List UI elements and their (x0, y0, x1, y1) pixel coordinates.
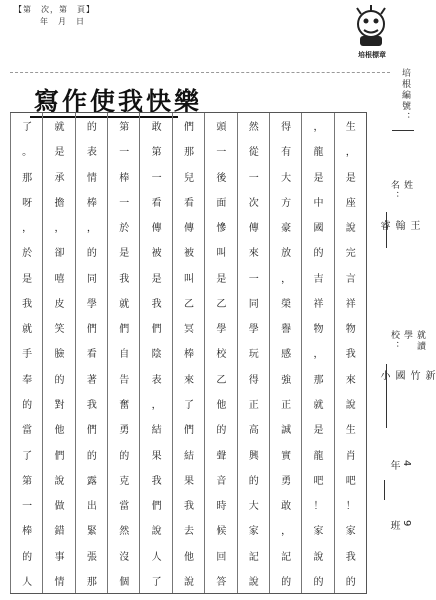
grid-cell: 說 (183, 576, 194, 588)
grid-cell: 得 (248, 374, 259, 386)
grid-cell: 奉 (22, 374, 33, 386)
grid-cell: 棒 (22, 526, 33, 538)
grid-cell: 棒 (183, 349, 194, 361)
grid-cell: 的 (86, 122, 97, 134)
grid-cell: 們 (54, 450, 65, 462)
grid-cell: 音 (216, 475, 227, 487)
grid-cell: 錯 (54, 526, 65, 538)
grid-cell: ！ (313, 501, 324, 513)
grid-cell: 家 (313, 526, 324, 538)
grid-cell: 看 (183, 197, 194, 209)
grid-cell: 。 (22, 147, 33, 159)
side-top-underline (392, 96, 414, 131)
grid-cell: ， (281, 273, 292, 285)
page-header-line1: 【第 次，第 頁】 (14, 5, 95, 14)
grid-cell: 實 (281, 450, 292, 462)
grid-cell: ， (313, 122, 324, 134)
grid-cell: 的 (313, 576, 324, 588)
grid-cell: 有 (281, 147, 292, 159)
grid-cell: 我 (345, 551, 356, 563)
grid-cell: 的 (22, 400, 33, 412)
grid-cell: 一 (22, 501, 33, 513)
grid-cell: 敢 (151, 122, 162, 134)
grid-cell: 說 (313, 551, 324, 563)
grid-cell: 記 (248, 551, 259, 563)
grade-line (384, 480, 385, 500)
grid-cell: 譽 (281, 324, 292, 336)
grid-cell: 我 (119, 273, 130, 285)
grid-cell: 傳 (183, 223, 194, 235)
page-header-line2: 年 月 日 (40, 17, 85, 26)
grid-cell: 然 (119, 526, 130, 538)
grid-cell: 了 (151, 576, 162, 588)
grid-cell: 第 (151, 147, 162, 159)
grid-cell: 我 (22, 298, 33, 310)
grid-cell: 們 (119, 324, 130, 336)
class-value: 9班 (388, 520, 412, 532)
grid-cell: 乙 (183, 298, 194, 310)
grid-cell: 座 (345, 197, 356, 209)
grid-cell: 正 (281, 400, 292, 412)
grid-cell: 一 (119, 147, 130, 159)
grid-cell: 說 (345, 223, 356, 235)
grid-cell: 克 (119, 475, 130, 487)
grid-cell: 叫 (183, 273, 194, 285)
grid-cell: 當 (119, 501, 130, 513)
grid-cell: 記 (281, 551, 292, 563)
school-label: 就讀學校： (389, 330, 425, 352)
grid-cell: 是 (345, 172, 356, 184)
grid-cell: 他 (54, 425, 65, 437)
grid-cell: 次 (248, 197, 259, 209)
name-value: 王翰睿 (378, 220, 419, 232)
grid-cell: 們 (86, 324, 97, 336)
grid-cell: 個 (119, 576, 130, 588)
grid-cell: 肖 (345, 450, 356, 462)
grid-cell: 誠 (281, 425, 292, 437)
grid-cell: 他 (183, 551, 194, 563)
grid-cell: ， (313, 349, 324, 361)
grid-cell: 呀 (22, 197, 33, 209)
grid-cell: 頭 (216, 122, 227, 134)
page-header (14, 4, 134, 28)
grid-cell: 勇 (119, 425, 130, 437)
grid-cell: 時 (216, 501, 227, 513)
grid-cell: 生 (345, 122, 356, 134)
grid-cell: 吧 (345, 475, 356, 487)
grid-cell: 那 (183, 147, 194, 159)
mascot-logo-svg (348, 4, 394, 50)
grid-cell: 勇 (281, 475, 292, 487)
grid-cell: 面 (216, 197, 227, 209)
grid-column (75, 113, 108, 593)
side-top-label-box (398, 68, 412, 126)
grid-cell: 是 (22, 273, 33, 285)
grid-cell: 緊 (86, 526, 97, 538)
grid-cell: 乙 (216, 374, 227, 386)
grid-cell: 高 (248, 425, 259, 437)
grid-cell: ， (281, 526, 292, 538)
grid-cell: 學 (86, 298, 97, 310)
grid-cell: 來 (345, 374, 356, 386)
grid-cell: 一 (151, 172, 162, 184)
grid-cell: 說 (248, 576, 259, 588)
grid-cell: 的 (22, 551, 33, 563)
grid-cell: 事 (54, 551, 65, 563)
grid-cell: 了 (183, 400, 194, 412)
grid-cell: 是 (119, 248, 130, 260)
grid-cell: 物 (345, 324, 356, 336)
grade-value: 4年 (388, 460, 412, 472)
grid-cell: 學 (216, 324, 227, 336)
grid-cell: 結 (151, 425, 162, 437)
grid-column (107, 113, 140, 593)
grid-cell: 張 (86, 551, 97, 563)
grid-cell: 是 (313, 425, 324, 437)
grid-cell: 國 (313, 223, 324, 235)
grid-cell: 一 (248, 172, 259, 184)
grid-cell: 表 (151, 374, 162, 386)
grid-cell: 說 (54, 475, 65, 487)
grid-cell: 皮 (54, 298, 65, 310)
grid-cell: 大 (248, 501, 259, 513)
grid-cell: 的 (281, 576, 292, 588)
grid-cell: 我 (151, 475, 162, 487)
grid-cell: 的 (119, 450, 130, 462)
grid-cell: 告 (119, 374, 130, 386)
grid-cell: 們 (183, 425, 194, 437)
grid-cell: 了 (22, 450, 33, 462)
grid-cell: 那 (313, 374, 324, 386)
grid-cell: 從 (248, 147, 259, 159)
grid-cell: 同 (86, 273, 97, 285)
grid-cell: 言 (345, 273, 356, 285)
grid-cell: 玩 (248, 349, 259, 361)
grid-cell: 果 (183, 475, 194, 487)
grid-cell: 說 (151, 526, 162, 538)
grid-cell: 榮 (281, 298, 292, 310)
grid-cell: 的 (54, 374, 65, 386)
grid-cell: 做 (54, 501, 65, 513)
school-value: 新竹國小 (378, 370, 434, 382)
grid-cell: 祥 (313, 298, 324, 310)
grid-cell: 那 (86, 576, 97, 588)
grid-cell: 沒 (119, 551, 130, 563)
grid-cell: 承 (54, 172, 65, 184)
grid-cell: 龍 (313, 450, 324, 462)
grid-cell: 吉 (313, 273, 324, 285)
grid-cell: 著 (86, 374, 97, 386)
grid-cell: 卻 (54, 248, 65, 260)
grid-cell: 是 (313, 172, 324, 184)
grid-cell: 的 (86, 450, 97, 462)
grid-column (237, 113, 270, 593)
grid-cell: 是 (54, 147, 65, 159)
grid-cell: 龍 (313, 147, 324, 159)
grid-column (334, 113, 367, 593)
grid-cell: 表 (86, 147, 97, 159)
grid-cell: 就 (22, 324, 33, 336)
grid-cell: 第 (119, 122, 130, 134)
grid-cell: 就 (54, 122, 65, 134)
grid-cell: 的 (345, 576, 356, 588)
grid-cell: 放 (281, 248, 292, 260)
grid-cell: ， (345, 147, 356, 159)
grid-cell: 被 (183, 248, 194, 260)
grid-cell: 強 (281, 374, 292, 386)
grid-cell: 吧 (313, 475, 324, 487)
grid-cell: 傳 (151, 223, 162, 235)
grid-cell: 於 (119, 223, 130, 235)
grid-cell: 我 (183, 501, 194, 513)
dashed-divider (10, 72, 390, 73)
grid-cell: 棒 (119, 172, 130, 184)
grid-cell: 感 (281, 349, 292, 361)
grid-cell: 的 (86, 248, 97, 260)
grid-cell: 的 (248, 475, 259, 487)
grid-cell: 後 (216, 172, 227, 184)
grid-cell: 就 (119, 298, 130, 310)
grid-column (10, 113, 43, 593)
grid-cell: 我 (151, 298, 162, 310)
grid-cell: 物 (313, 324, 324, 336)
grid-cell: 學 (248, 324, 259, 336)
grid-cell: 奮 (119, 400, 130, 412)
grid-cell: 對 (54, 400, 65, 412)
grid-cell: 校 (216, 349, 227, 361)
grid-cell: 慘 (216, 223, 227, 235)
grid-cell: 兒 (183, 172, 194, 184)
grid-cell: 聲 (216, 450, 227, 462)
grid-cell: 們 (151, 324, 162, 336)
grid-cell: 笑 (54, 324, 65, 336)
grid-cell: 得 (281, 122, 292, 134)
grid-cell: 嘻 (54, 273, 65, 285)
grid-cell: 們 (86, 425, 97, 437)
grid-cell: 來 (248, 248, 259, 260)
grid-cell: 了 (22, 122, 33, 134)
grid-cell: ！ (345, 501, 356, 513)
grid-cell: 當 (22, 425, 33, 437)
grid-cell: 家 (345, 526, 356, 538)
grid-cell: 的 (216, 425, 227, 437)
grid-cell: 於 (22, 248, 33, 260)
grid-cell: 果 (151, 450, 162, 462)
grid-cell: 祥 (345, 298, 356, 310)
grid-cell: 叫 (216, 248, 227, 260)
grid-cell: 棒 (86, 197, 97, 209)
grid-cell: ， (151, 400, 162, 412)
grid-cell: 臉 (54, 349, 65, 361)
name-label: 姓名： (389, 180, 412, 202)
grid-column (269, 113, 302, 593)
grid-cell: 看 (86, 349, 97, 361)
grid-cell: 大 (281, 172, 292, 184)
grid-cell: 豪 (281, 223, 292, 235)
grid-column (204, 113, 237, 593)
grid-cell: 候 (216, 526, 227, 538)
grid-cell: 同 (248, 298, 259, 310)
grid-cell: 陰 (151, 349, 162, 361)
grid-cell: 被 (151, 248, 162, 260)
grid-column (139, 113, 172, 593)
grid-cell: 擔 (54, 197, 65, 209)
grid-cell: 我 (345, 349, 356, 361)
grid-cell: 第 (22, 475, 33, 487)
side-top-label: 培根編號： (400, 68, 410, 123)
grid-cell: 興 (248, 450, 259, 462)
grid-cell: 回 (216, 551, 227, 563)
grid-cell: 正 (248, 400, 259, 412)
grid-cell: 傳 (248, 223, 259, 235)
grid-cell: ， (86, 223, 97, 235)
grid-column (301, 113, 334, 593)
grid-cell: 人 (22, 576, 33, 588)
grid-cell: 一 (216, 147, 227, 159)
grid-cell: 們 (183, 122, 194, 134)
grid-cell: 情 (86, 172, 97, 184)
grid-cell: 說 (345, 400, 356, 412)
grid-cell: 情 (54, 576, 65, 588)
grid-cell: 他 (216, 400, 227, 412)
grid-cell: 手 (22, 349, 33, 361)
writing-grid (10, 112, 367, 594)
grid-cell: ， (54, 223, 65, 235)
grid-cell: 乙 (216, 298, 227, 310)
grid-cell: 出 (86, 501, 97, 513)
grid-column (172, 113, 205, 593)
grid-cell: 是 (216, 273, 227, 285)
essay-title: 寫作使我快樂 (34, 87, 203, 116)
grid-cell: ， (22, 223, 33, 235)
grid-cell: 是 (151, 273, 162, 285)
grid-cell: 那 (22, 172, 33, 184)
grid-cell: 敢 (281, 501, 292, 513)
grid-cell: 們 (151, 501, 162, 513)
grid-cell: 家 (248, 526, 259, 538)
grid-cell: 一 (248, 273, 259, 285)
grid-cell: 的 (313, 248, 324, 260)
grid-cell: 方 (281, 197, 292, 209)
grid-cell: 看 (151, 197, 162, 209)
grid-cell: 一 (119, 197, 130, 209)
grid-cell: 冥 (183, 324, 194, 336)
grid-cell: 來 (183, 374, 194, 386)
grid-cell: 生 (345, 425, 356, 437)
grid-cell: 中 (313, 197, 324, 209)
grid-cell: 去 (183, 526, 194, 538)
grid-cell: 我 (86, 400, 97, 412)
grid-cell: 答 (216, 576, 227, 588)
grid-cell: 人 (151, 551, 162, 563)
grid-cell: 完 (345, 248, 356, 260)
grid-cell: 自 (119, 349, 130, 361)
grid-cell: 結 (183, 450, 194, 462)
grid-column (42, 113, 75, 593)
grid-cell: 然 (248, 122, 259, 134)
grid-cell: 就 (313, 400, 324, 412)
logo-label: 培根標章 (358, 51, 386, 59)
grid-cell: 露 (86, 475, 97, 487)
